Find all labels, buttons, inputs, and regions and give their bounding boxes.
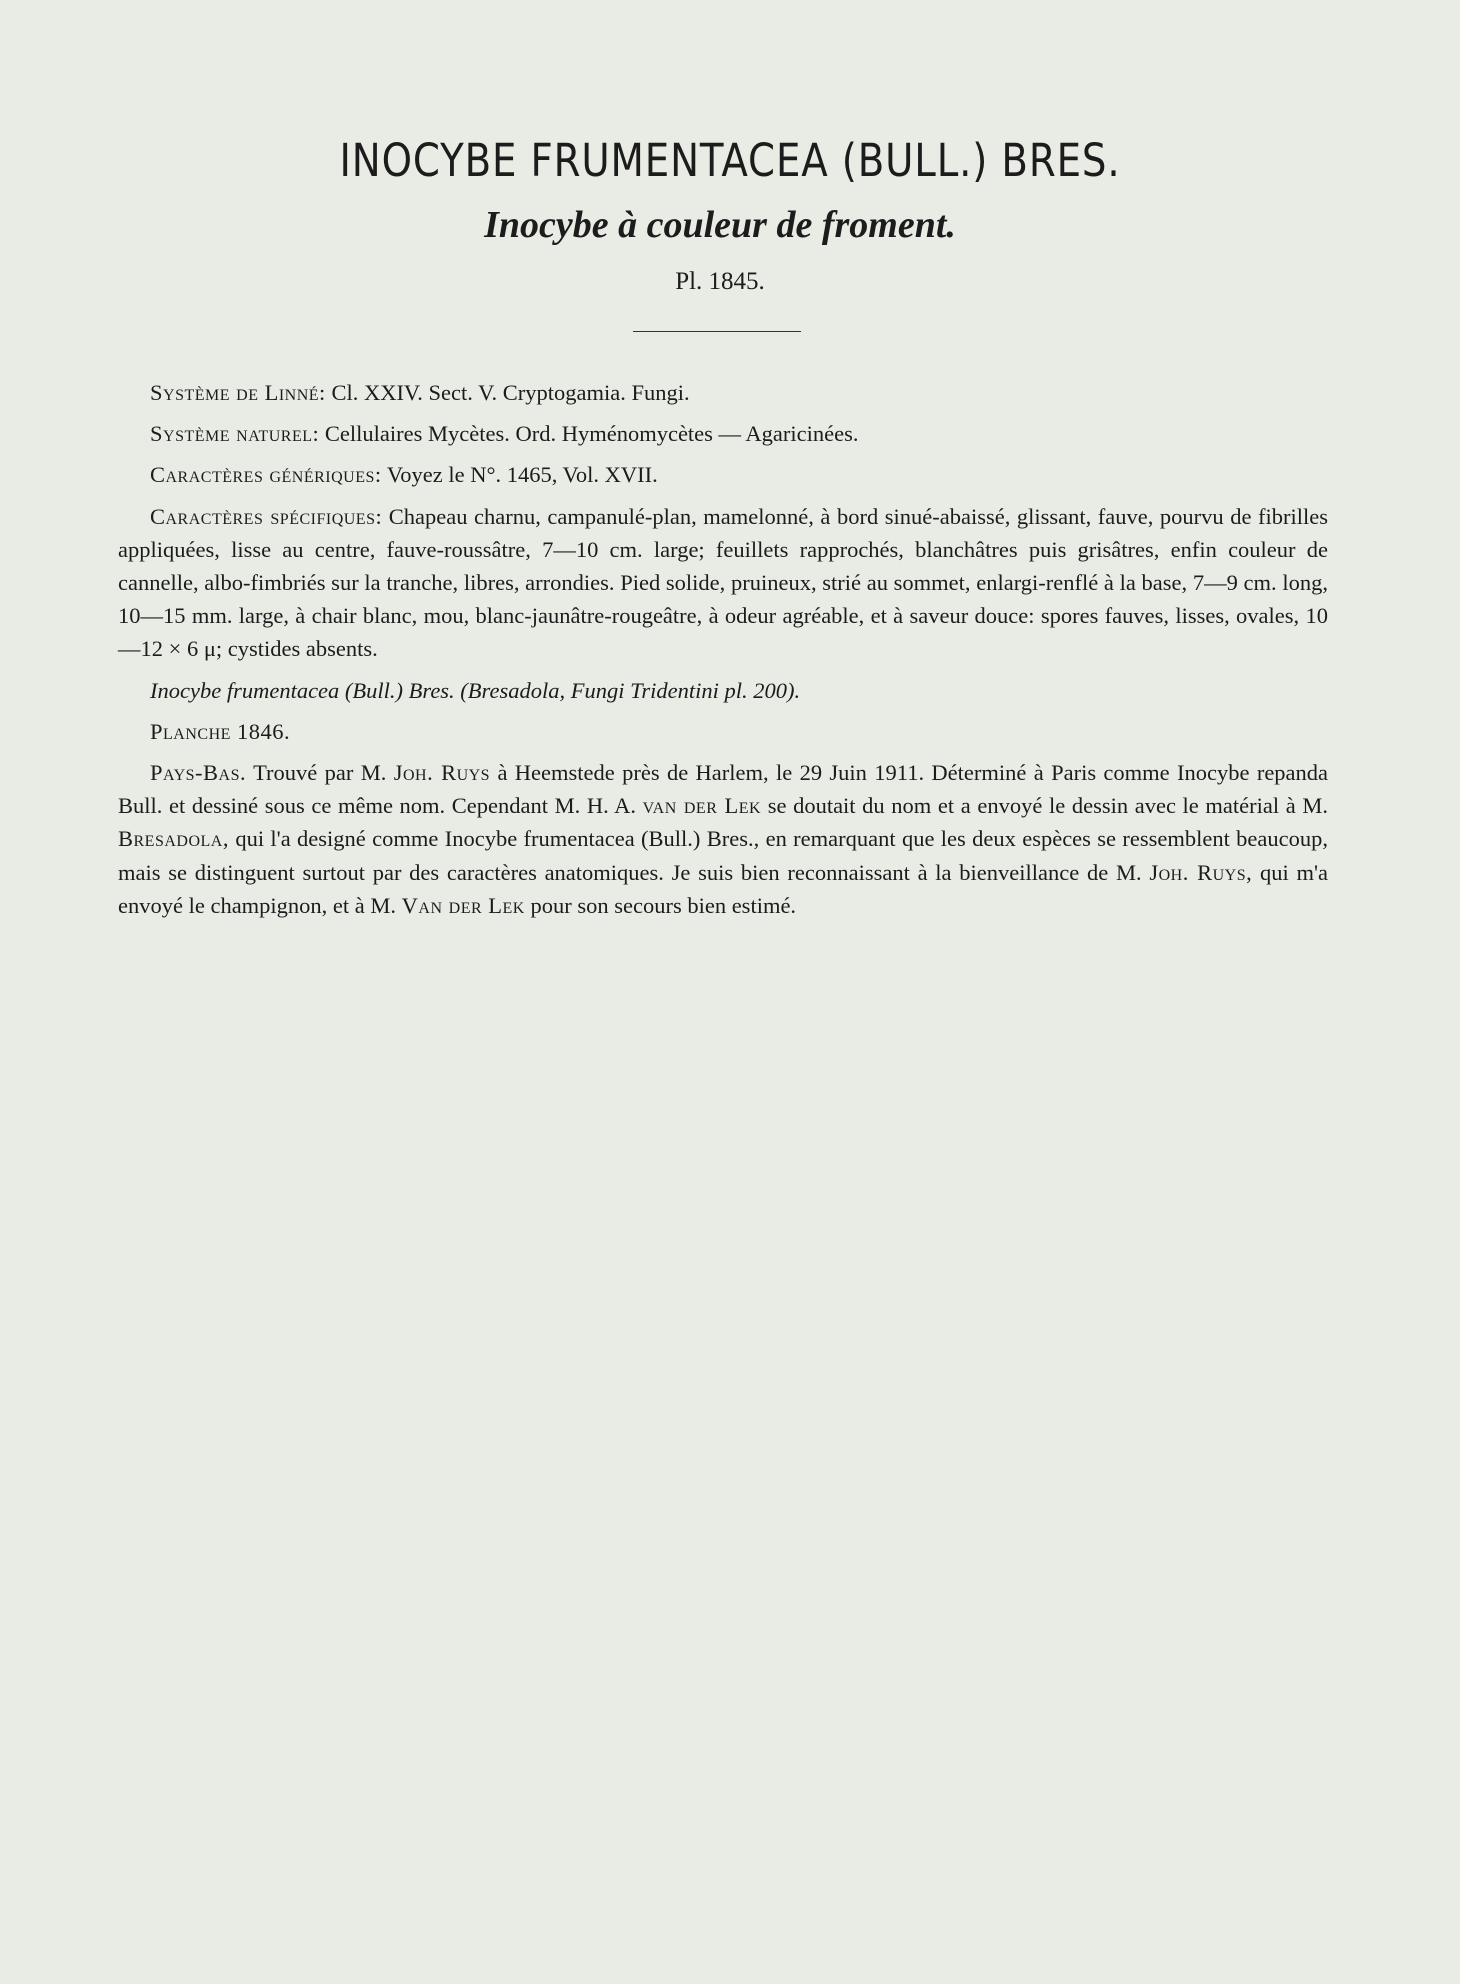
pays-text-5: qui m'a envoyé le champignon, et à M. — [118, 859, 1329, 918]
person-name: van der Lek — [642, 793, 762, 819]
pays-text-3: se doutait du nom et a envoyé le dessin avec le matérial à M. — [767, 793, 1328, 819]
label-naturel: Système naturel: — [150, 421, 320, 447]
label-pays-bas: Pays-Bas. — [150, 760, 247, 786]
label-generiques: Caractères génériques: — [150, 462, 382, 488]
paragraph-generiques — [118, 458, 1328, 491]
paragraph-linne — [118, 376, 1328, 409]
person-name: Joh. Ruys, — [1149, 859, 1253, 885]
pays-text-6: pour son secours bien estimé. — [530, 892, 797, 918]
text-naturel: Cellulaires Mycètes. Ord. Hyménomycètes — Agaricinées. — [324, 421, 859, 447]
page-title: INOCYBE FRUMENTACEA (BULL.) BRES. — [339, 134, 1121, 187]
person-name: Joh. Ruys — [393, 760, 491, 786]
person-name: Bresadola, — [118, 826, 229, 852]
paragraph-naturel — [118, 417, 1328, 450]
plate-number: Pl. 1845. — [675, 268, 765, 295]
person-name: Van der Lek — [401, 892, 525, 918]
text-linne: Cl. XXIV. Sect. V. Cryptogamia. Fungi. — [331, 380, 690, 405]
divider — [633, 331, 801, 332]
label-specifiques: Caractères spécifiques: — [150, 503, 383, 529]
label-linne: Système de Linné: — [150, 380, 326, 405]
planche: Planche 1846. — [150, 718, 291, 744]
pays-text-2: à Heemstede près de Harlem, le 29 Juin 1911. Déterminé à Paris comme Inocybe repanda Bull. et dessiné sous ce même nom. Cependant M. H. A. — [118, 760, 1329, 819]
text-specifiques: Chapeau charnu, campanulé-plan, mamelonné, à bord sinué-abaissé, glissant, fauve, pourvu de fibrilles appliquées, lisse au centre, fauve-roussâtre, 7—10 cm. large; feuillets rapprochés, blanchâtres puis grisâtres, enfin couleur de cannelle, albo-fimbriés sur la tranche, libres, arrondies. Pied solide, pruineux, strié au sommet, enlargi-renflé à la base, 7—9 cm. long, 10—15 mm. large, à chair blanc, mou, blanc-jaunâtre-rougeâtre, à odeur agréable, et à saveur douce: spores fauves, lisses, ovales, 10—12 × 6 μ; cystides absents. — [118, 503, 1328, 662]
page-subtitle: Inocybe à couleur de froment. — [484, 204, 956, 246]
text-generiques: Voyez le N°. 1465, Vol. XVII. — [386, 462, 658, 488]
paragraph-specifiques — [118, 500, 1328, 666]
citation: Inocybe frumentacea (Bull.) Bres. (Bresadola, Fungi Tridentini pl. 200). — [150, 677, 801, 703]
paragraph-pays-bas — [118, 756, 1328, 922]
pays-text-4: qui l'a designé comme Inocybe frumentacea (Bull.) Bres., en remarquant que les deux espèces se ressemblent beaucoup, mais se distinguent surtout par des caractères anatomiques. Je suis bien reconnaissant à la bienveillance de M. — [118, 826, 1329, 885]
document-body — [118, 376, 1328, 930]
pays-text-1: Trouvé par M. — [253, 760, 387, 786]
